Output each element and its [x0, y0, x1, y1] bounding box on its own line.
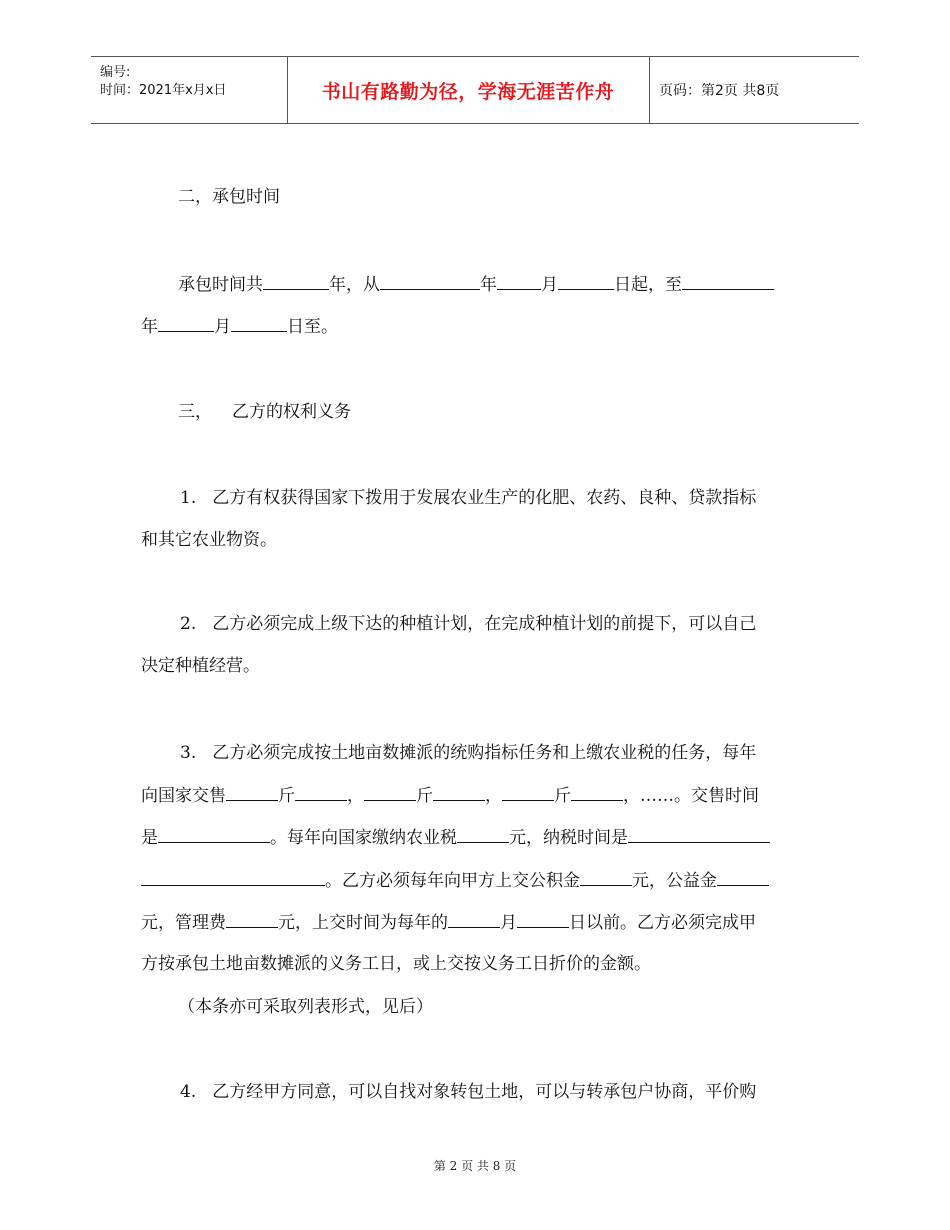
item-3-note: （本条亦可采取列表形式，见后） [178, 997, 433, 1017]
section-2-heading: 二，承包时间 [178, 187, 280, 207]
page-footer: 第 2 页 共 8 页 [433, 1159, 517, 1173]
section-2-paragraph-line-2: 年 月 日至。 [141, 314, 338, 339]
motto-text: 书山有路勤为径，学海无涯苦作舟 [321, 80, 615, 103]
section-3-heading: 三， 乙方的权利义务 [178, 402, 351, 422]
header-page-cell [650, 57, 859, 123]
item-3-line-1: 3. 乙方必须完成按土地亩数摊派的统购指标任务和上缴农业税的任务，每年 [180, 743, 757, 763]
header-motto-cell [287, 57, 650, 123]
header-meta-cell [91, 57, 288, 123]
header-page-info: 页码：第2页 共8页 [659, 83, 780, 99]
item-3-line-6: 方按承包土地亩数摊派的义务工日，或上交按义务工日折价的金额。 [141, 954, 651, 974]
item-4-line-1: 4. 乙方经甲方同意，可以自找对象转包土地，可以与转承包户协商，平价购 [180, 1082, 757, 1102]
item-3-line-5: 元，管理费 元，上交时间为每年的 月 日以前。乙方必须完成甲 [141, 910, 756, 935]
item-3-line-2: 向国家交售 斤 ， 斤 ， 斤 ，……。交售时间 [141, 783, 759, 808]
document-time-label: 时间：2021年x月x日 [100, 83, 227, 98]
item-2-line-1: 2. 乙方必须完成上级下达的种植计划，在完成种植计划的前提下，可以自己 [180, 614, 757, 634]
item-1-line-2: 和其它农业物资。 [141, 530, 277, 550]
item-1-line-1: 1. 乙方有权获得国家下拨用于发展农业生产的化肥、农药、良种、贷款指标 [180, 488, 757, 508]
document-number-label: 编号: [100, 65, 131, 80]
item-2-line-2: 决定种植经营。 [141, 656, 260, 676]
item-3-line-4: 。乙方必须每年向甲方上交公积金 元，公益金 [141, 868, 769, 893]
section-2-paragraph-line-1: 承包时间共 年，从 年 月 日起，至 [178, 272, 774, 297]
item-3-line-3: 是 。每年向国家缴纳农业税 元，纳税时间是 [141, 825, 770, 850]
page-header [91, 56, 859, 124]
